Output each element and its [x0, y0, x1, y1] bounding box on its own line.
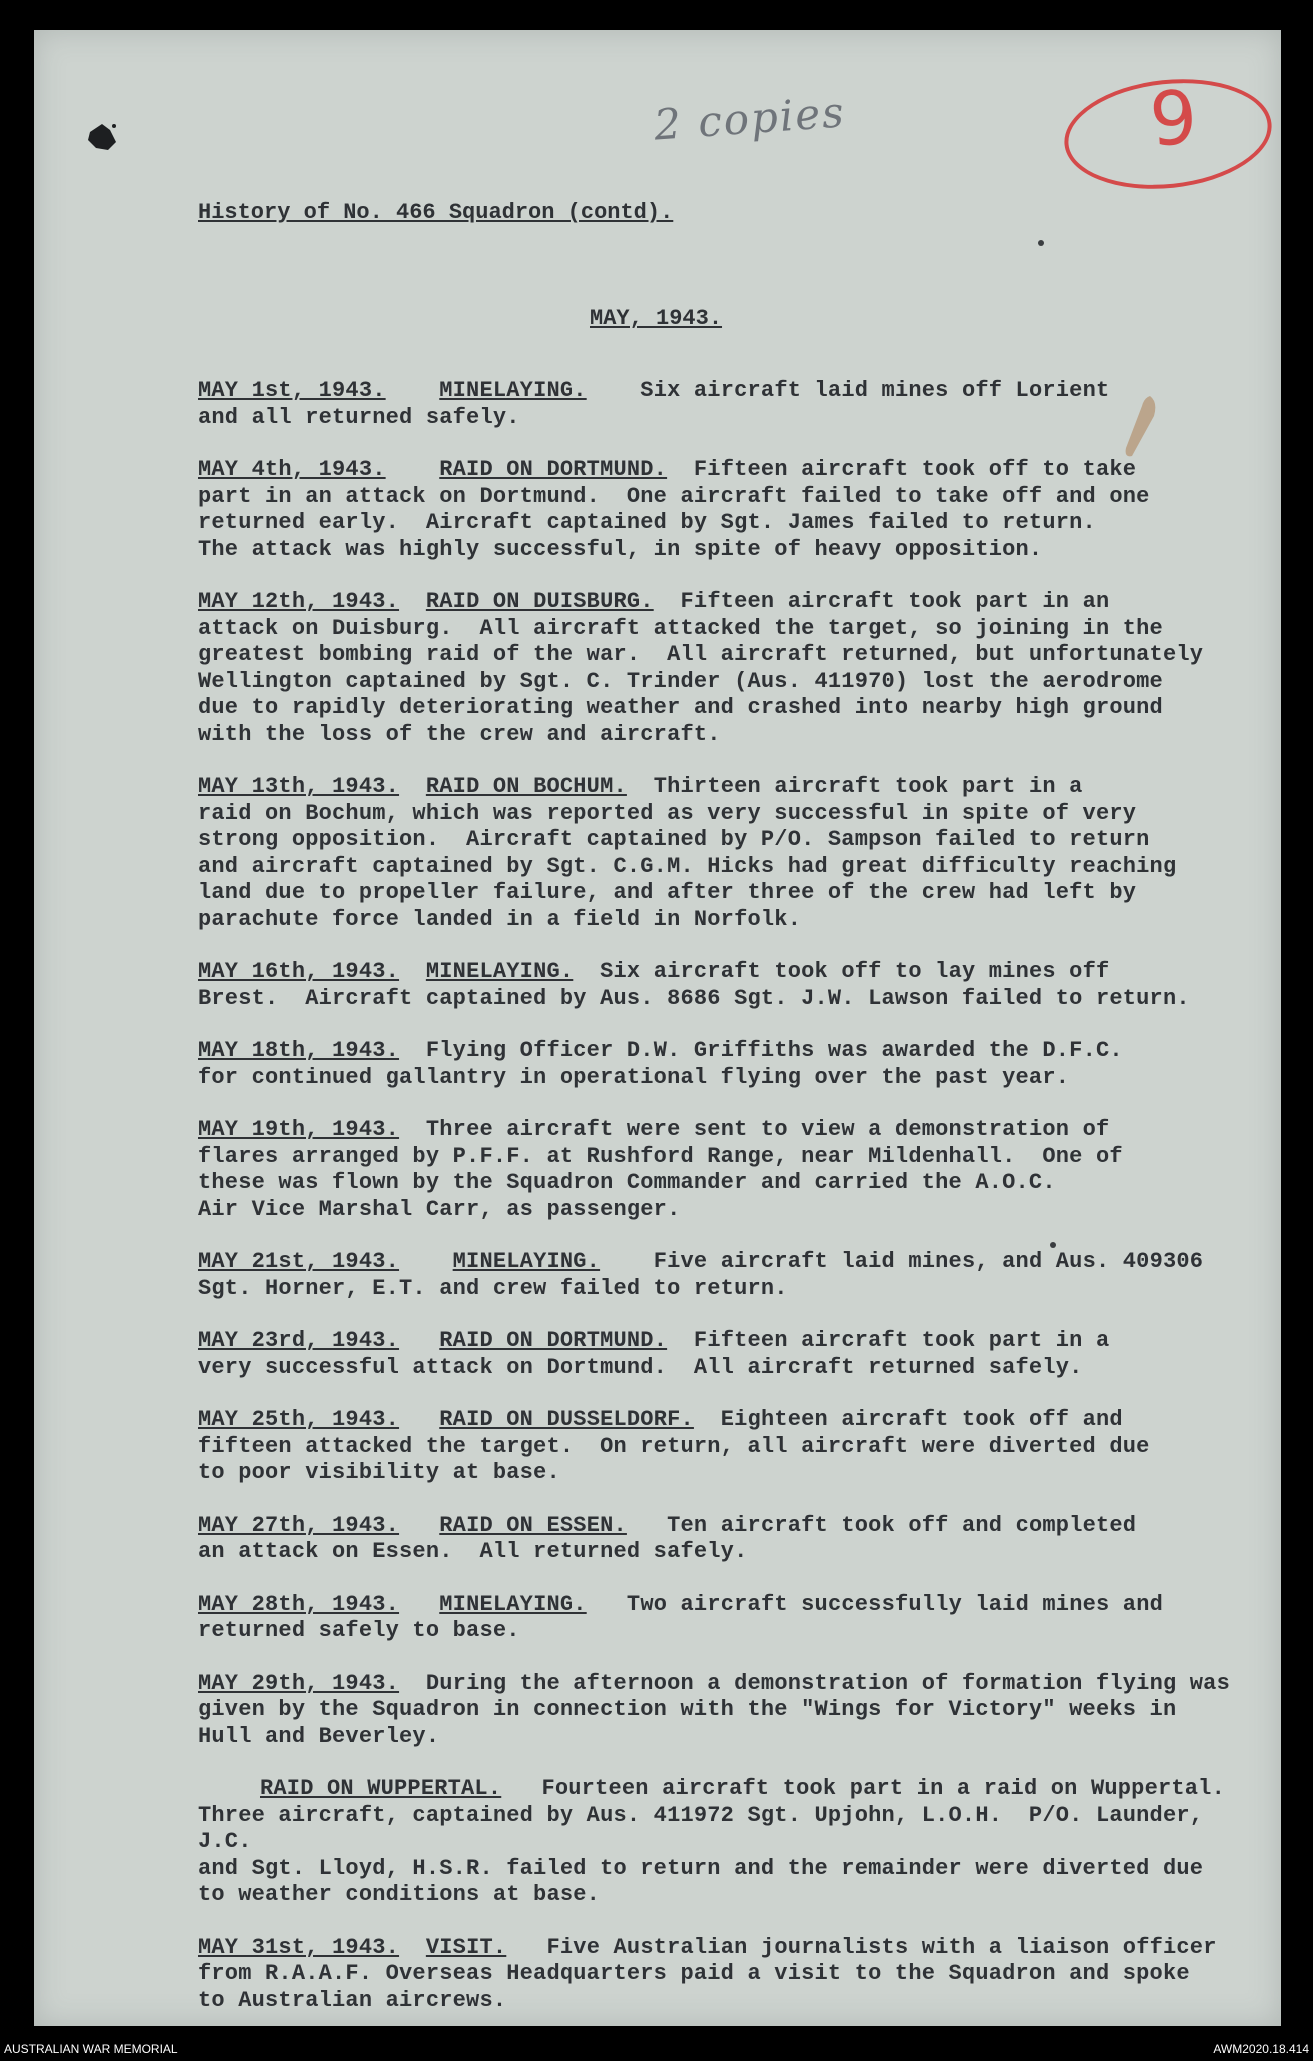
entry-text: Fifteen aircraft took part in an attack on Duisburg. All aircraft attacked the target, so joining in the greatest bombing raid of the war. All aircraft returned, but unfortunately Wellington captained by Sgt. C. Trinder (Aus. 411970) lost the aerodrome due to rapidly deteriorating weather and crashed into nearby high ground with the loss of the crew and aircraft. [198, 589, 1204, 747]
archive-credit: AUSTRALIAN WAR MEMORIAL [4, 2042, 178, 2056]
entry-may-27 [198, 1513, 1238, 1566]
entry-topic: RAID ON DUISBURG. [425, 589, 654, 614]
entry-topic: MINELAYING. [439, 1591, 587, 1617]
archive-reference: AWM2020.18.414 [1213, 2042, 1309, 2056]
handwritten-note: 2 copies [652, 87, 848, 150]
entries-list [198, 378, 1238, 2040]
ink-blot-mark [82, 118, 122, 158]
entry-text: Flying Officer D.W. Griffiths was awarded the D.F.C. for continued gallantry in operational flying over the past year. [198, 1038, 1123, 1090]
entry-date: MAY 1st, 1943. [198, 378, 386, 403]
entry-may-28 [198, 1592, 1238, 1645]
entry-topic: RAID ON BOCHUM. [425, 774, 627, 799]
entry-wuppertal [198, 1776, 1238, 1909]
entry-text: Six aircraft laid mines off Lorient and all returned safely. [198, 378, 1110, 430]
entry-date: MAY 31st, 1943. [198, 1934, 400, 1960]
entry-text: Ten aircraft took off and completed an attack on Essen. All returned safely. [198, 1512, 1137, 1564]
entry-may-19 [198, 1117, 1238, 1223]
entry-text: Fifteen aircraft took part in a very successful attack on Dortmund. All aircraft returned safely. [198, 1328, 1110, 1380]
entry-date: MAY 19th, 1943. [198, 1117, 400, 1142]
entry-date: MAY 13th, 1943. [198, 774, 400, 799]
entry-date: MAY 12th, 1943. [198, 589, 400, 614]
entry-topic: RAID ON ESSEN. [439, 1512, 627, 1538]
entry-text: Five aircraft laid mines, and Aus. 409306 Sgt. Horner, E.T. and crew failed to return. [198, 1249, 1204, 1301]
entry-date: MAY 23rd, 1943. [198, 1328, 400, 1353]
entry-topic: RAID ON DORTMUND. [439, 457, 668, 482]
entry-topic: RAID ON WUPPERTAL. [260, 1776, 502, 1801]
entry-text: Fifteen aircraft took off to take part in an attack on Dortmund. One aircraft failed to take off and one returned early. Aircraft captained by Sgt. James failed to return. The attack was highly successful, in spite of heavy opposition. [198, 457, 1150, 562]
entry-may-13 [198, 774, 1238, 933]
entry-date: MAY 16th, 1943. [198, 959, 400, 984]
speck-mark [1038, 240, 1044, 246]
entry-text: Five Australian journalists with a liaison officer from R.A.A.F. Overseas Headquarters paid a visit to the Squadron and spoke to Australian aircrews. [198, 1934, 1217, 2013]
month-title: MAY, 1943. [590, 306, 723, 331]
entry-date: MAY 29th, 1943. [198, 1670, 400, 1696]
entry-topic: MINELAYING. [452, 1249, 601, 1274]
entry-topic: VISIT. [425, 1934, 507, 1960]
entry-may-21 [198, 1249, 1238, 1302]
entry-may-23 [198, 1328, 1238, 1381]
entry-may-4 [198, 457, 1238, 563]
entry-text: Thirteen aircraft took part in a raid on Bochum, which was reported as very successful in spite of very strong opposition. Aircraft captained by P/O. Sampson failed to return and aircraft captained by Sgt. C.G.M. Hicks had great difficulty reaching land due to propeller failure, and after three of the crew had left by parachute force landed in a field in Norfolk. [198, 774, 1177, 932]
entry-date: MAY 4th, 1943. [198, 457, 386, 482]
document-page [34, 30, 1281, 2026]
entry-text: During the afternoon a demonstration of formation flying was given by the Squadron in connection with the "Wings for Victory" weeks in Hull and Beverley. [198, 1670, 1230, 1749]
entry-text: Six aircraft took off to lay mines off Brest. Aircraft captained by Aus. 8686 Sgt. J.W. Lawson failed to return. [198, 959, 1190, 1011]
entry-date: MAY 18th, 1943. [198, 1038, 400, 1063]
entry-date: MAY 28th, 1943. [198, 1591, 400, 1617]
entry-topic: RAID ON DUSSELDORF. [439, 1407, 694, 1432]
entry-topic: MINELAYING. [425, 959, 574, 984]
entry-may-16 [198, 959, 1238, 1012]
document-heading: History of No. 466 Squadron (contd). [198, 200, 674, 225]
page-number: 9 [1147, 74, 1201, 164]
entry-topic: RAID ON DORTMUND. [439, 1328, 668, 1353]
entry-may-18 [198, 1038, 1238, 1091]
entry-date: MAY 25th, 1943. [198, 1407, 400, 1432]
entry-text: Three aircraft were sent to view a demonstration of flares arranged by P.F.F. at Rushford Range, near Mildenhall. One of these was flown by the Squadron Commander and carried the A.O.C. Air Vice Marshal Carr, as passenger. [198, 1117, 1123, 1222]
entry-date: MAY 27th, 1943. [198, 1512, 400, 1538]
entry-text: Eighteen aircraft took off and fifteen attacked the target. On return, all aircraft were diverted due to poor visibility at base. [198, 1407, 1150, 1485]
entry-may-1 [198, 378, 1238, 431]
entry-date: MAY 21st, 1943. [198, 1249, 400, 1274]
entry-may-29 [198, 1671, 1238, 1751]
entry-may-25 [198, 1407, 1238, 1487]
entry-may-31 [198, 1935, 1238, 2015]
entry-topic: MINELAYING. [439, 378, 587, 403]
entry-text: Fourteen aircraft took part in a raid on Wuppertal. Three aircraft, captained by Aus. 411972 Sgt. Upjohn, L.O.H. P/O. Launder, J.C. and Sgt. Lloyd, H.S.R. failed to return and the remainder were diverted due to weather conditions at base. [198, 1776, 1225, 1907]
entry-text: Two aircraft successfully laid mines and returned safely to base. [198, 1591, 1164, 1643]
entry-may-12 [198, 589, 1238, 748]
